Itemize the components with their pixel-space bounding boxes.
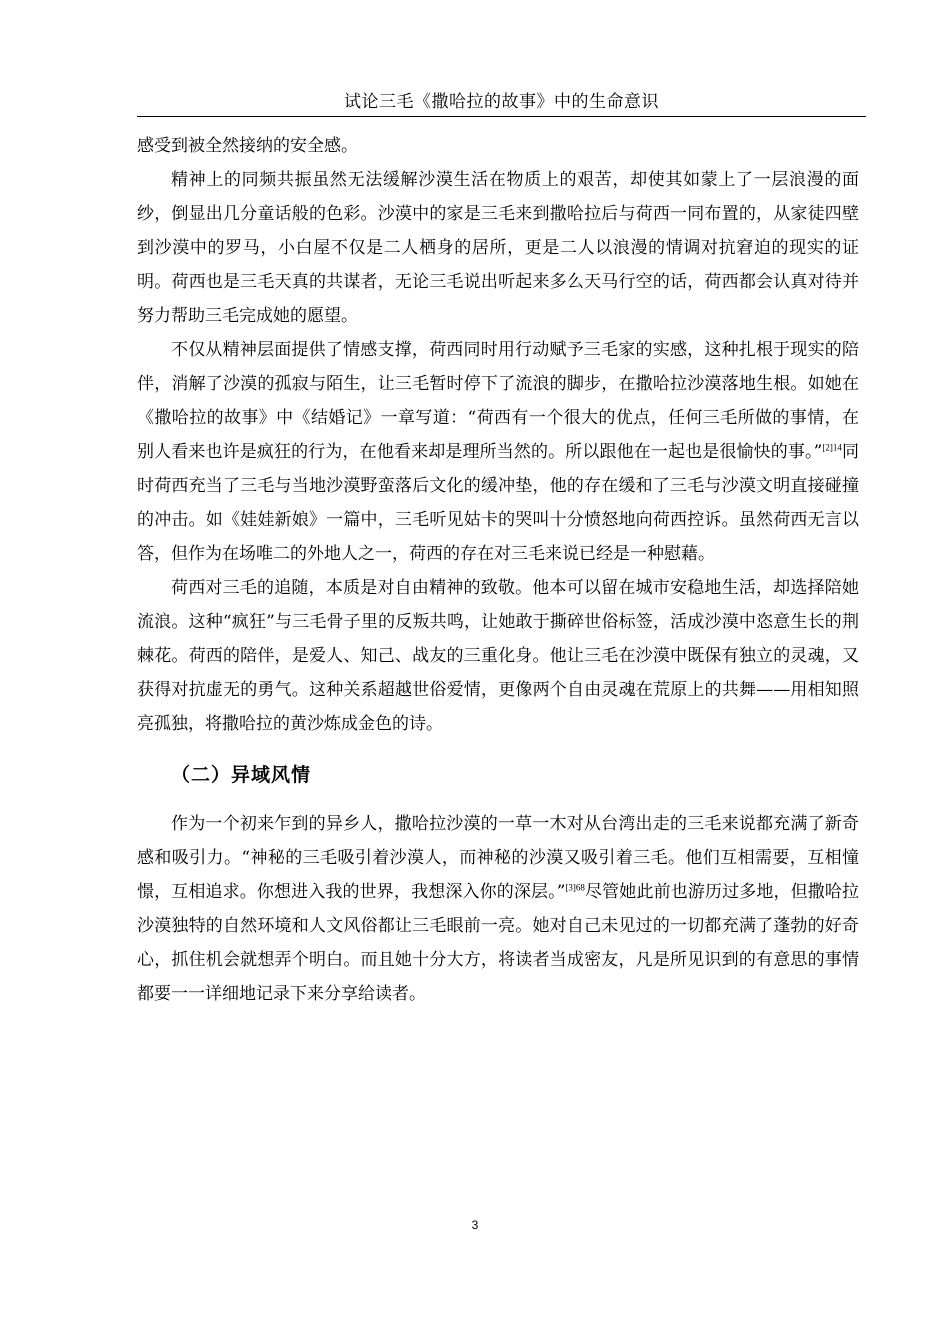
paragraph-exotic: [137, 807, 859, 1011]
paragraph-companionship: [137, 333, 859, 571]
paragraph-spiritual-resonance: 精神上的同频共振虽然无法缓解沙漠生活在物质上的艰苦，却使其如蒙上了一层浪漫的面纱，倒显出几分童话般的色彩。沙漠中的家是三毛来到撒哈拉后与荷西一同布置的，从家徒四壁到沙漠中的罗马，小白屋不仅是二人栖身的居所，更是二人以浪漫的情调对抗窘迫的现实的证明。荷西也是三毛天真的共谋者，无论三毛说出听起来多么天马行空的话，荷西都会认真对待并努力帮助三毛完成她的愿望。: [137, 170, 859, 326]
running-header: 试论三毛《撒哈拉的故事》中的生命意识: [344, 92, 659, 112]
citation-marker: [2]14: [822, 442, 842, 453]
page-number: 3: [471, 1218, 479, 1232]
paragraph-text: 作为一个初来乍到的异乡人，撒哈拉沙漠的一草一木对从台湾出走的三毛来说都充满了新奇感和吸引力。“神秘的三毛吸引着沙漠人，而神秘的沙漠又吸引着三毛。他们互相需要，互相憧憬，互相追求。你想进入我的世界，我想深入你的深层。”: [137, 814, 859, 902]
paragraph-freedom: 荷西对三毛的追随，本质是对自由精神的致敬。他本可以留在城市安稳地生活，却选择陪她流浪。这种“疯狂”与三毛骨子里的反叛共鸣，让她敢于撕碎世俗标签，活成沙漠中恣意生长的荆棘花。荷西的陪伴，是爱人、知己、战友的三重化身。他让三毛在沙漠中既保有独立的灵魂，又获得对抗虚无的勇气。这种关系超越世俗爱情，更像两个自由灵魂在荒原上的共舞——用相知照亮孤独，将撒哈拉的黄沙炼成金色的诗。: [137, 578, 859, 734]
body-text: [137, 129, 859, 1011]
paragraph-text: 尽管她此前也游历过多地，但撒哈拉沙漠独特的自然环境和人文风俗都让三毛眼前一亮。她对自己未见过的一切都充满了蓬勃的好奇心，抓住机会就想弄个明白。而且她十分大方，将读者当成密友，凡是所见识到的有意思的事情都要一一详细地记录下来分享给读者。: [137, 882, 859, 1004]
paragraph-text: 不仅从精神层面提供了情感支撑，荷西同时用行动赋予三毛家的实感，这种扎根于现实的陪伴，消解了沙漠的孤寂与陌生，让三毛暂时停下了流浪的脚步，在撒哈拉沙漠落地生根。如她在《撒哈拉的故事》中《结婚记》一章写道：“荷西有一个很大的优点，任何三毛所做的事情，在别人看来也许是疯狂的行为，在他看来却是理所当然的。所以跟他在一起也是很愉快的事。”: [137, 340, 859, 462]
citation-marker: [3]68: [565, 882, 585, 893]
header-rule: [137, 116, 866, 117]
section-heading: （二）异域风情: [171, 764, 312, 786]
paragraph-text: 同时荷西充当了三毛与当地沙漠野蛮落后文化的缓冲垫，他的存在缓和了三毛与沙漠文明直接碰撞的冲击。如《娃娃新娘》一篇中，三毛听见姑卡的哭叫十分愤怒地向荷西控诉。虽然荷西无言以答，但作为在场唯二的外地人之一，荷西的存在对三毛来说已经是一种慰藉。: [137, 442, 859, 564]
paragraph-continuation: 感受到被全然接纳的安全感。: [137, 136, 358, 156]
